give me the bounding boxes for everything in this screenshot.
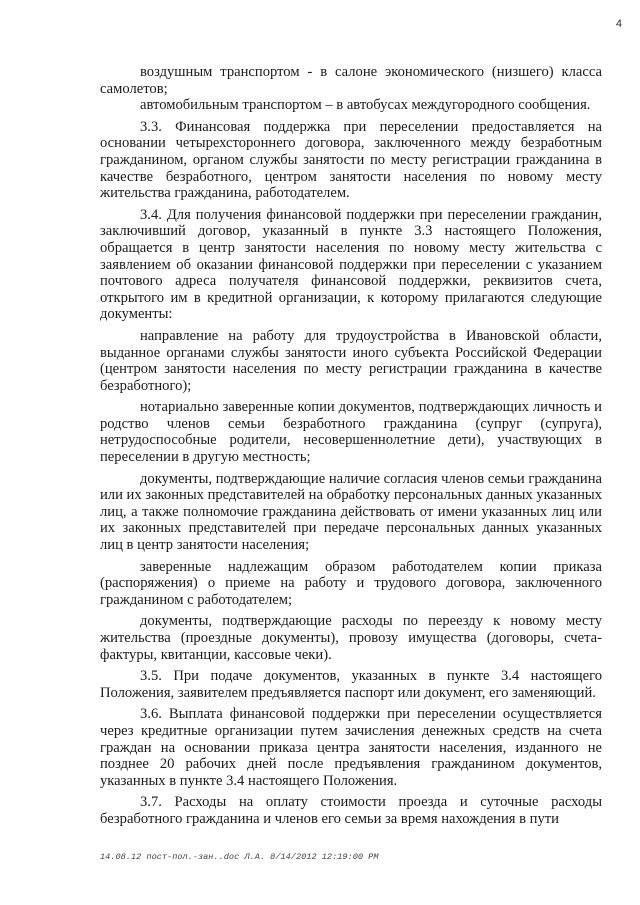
paragraph: документы, подтверждающие наличие согласия членов семьи гражданина или их законных представителей на обработку персональных данных указанных лиц, а также полномочие гражданина действовать от имени указанных лиц или их законных представителей при передаче персональных данных указанных лиц в центр занятости населения;	[100, 470, 602, 554]
paragraph: нотариально заверенные копии документов, подтверждающих личность и родство членов семьи безработного гражданина (супруг (супруга), нетрудоспособные родители, несовершеннолетние дети), участвующих в переселении в другую местность;	[100, 399, 602, 466]
paragraph: направление на работу для трудоустройства в Ивановской области, выданное органами службы занятости иного субъекта Российской Федерации (центром занятости населения по месту регистрации гражданина в качестве безработного);	[100, 327, 602, 394]
page-mark: 4	[615, 18, 622, 30]
paragraph: 3.6. Выплата финансовой поддержки при переселении осуществляется через кредитные организации путем зачисления денежных средств на счета граждан на основании приказа центра занятости населения, изданного не позднее 20 рабочих дней после предъявления гражданином документов, указанных в пункте 3.4 настоящего Положения.	[100, 706, 602, 789]
paragraph: воздушным транспортом - в салоне экономического (низшего) класса самолетов;	[100, 64, 602, 97]
paragraph: 3.4. Для получения финансовой поддержки при переселении гражданин, заключивший договор, указанный в пункте 3.3 настоящего Положения, обращается в центр занятости населения по новому месту жительства с заявлением об оказании финансовой поддержки при переселении с указанием почтового адреса получателя финансовой поддержки, реквизитов счета, открытого им в кредитной организации, к которому прилагаются следующие документы:	[100, 206, 602, 323]
paragraph: 3.3. Финансовая поддержка при переселении предоставляется на основании четырехстороннего договора, заключенного между безработным гражданином, органом службы занятости по месту регистрации гражданина в качестве безработного, центром занятости населения по новому месту жительства гражданина, работодателем.	[100, 118, 602, 202]
paragraph: заверенные надлежащим образом работодателем копии приказа (распоряжения) о приеме на работу и трудового договора, заключенного гражданином с работодателем;	[100, 558, 602, 608]
paragraph: автомобильным транспортом – в автобусах междугородного сообщения.	[140, 97, 591, 114]
paragraph: документы, подтверждающие расходы по переезду к новому месту жительства (проездные документы), провозу имущества (договоры, счета-фактуры, квитанции, кассовые чеки).	[100, 613, 602, 663]
paragraph: 3.7. Расходы на оплату стоимости проезда и суточные расходы безработного гражданина и членов его семьи за время нахождения в пути	[100, 794, 602, 827]
page-footer: 14.08.12 пост-пол.-зан..doc Л.А. 8/14/2012 12:19:00 PM	[100, 852, 379, 862]
paragraph: 3.5. При подаче документов, указанных в пункте 3.4 настоящего Положения, заявителем предъявляется паспорт или документ, его заменяющий.	[100, 668, 602, 701]
document-body	[100, 64, 602, 828]
